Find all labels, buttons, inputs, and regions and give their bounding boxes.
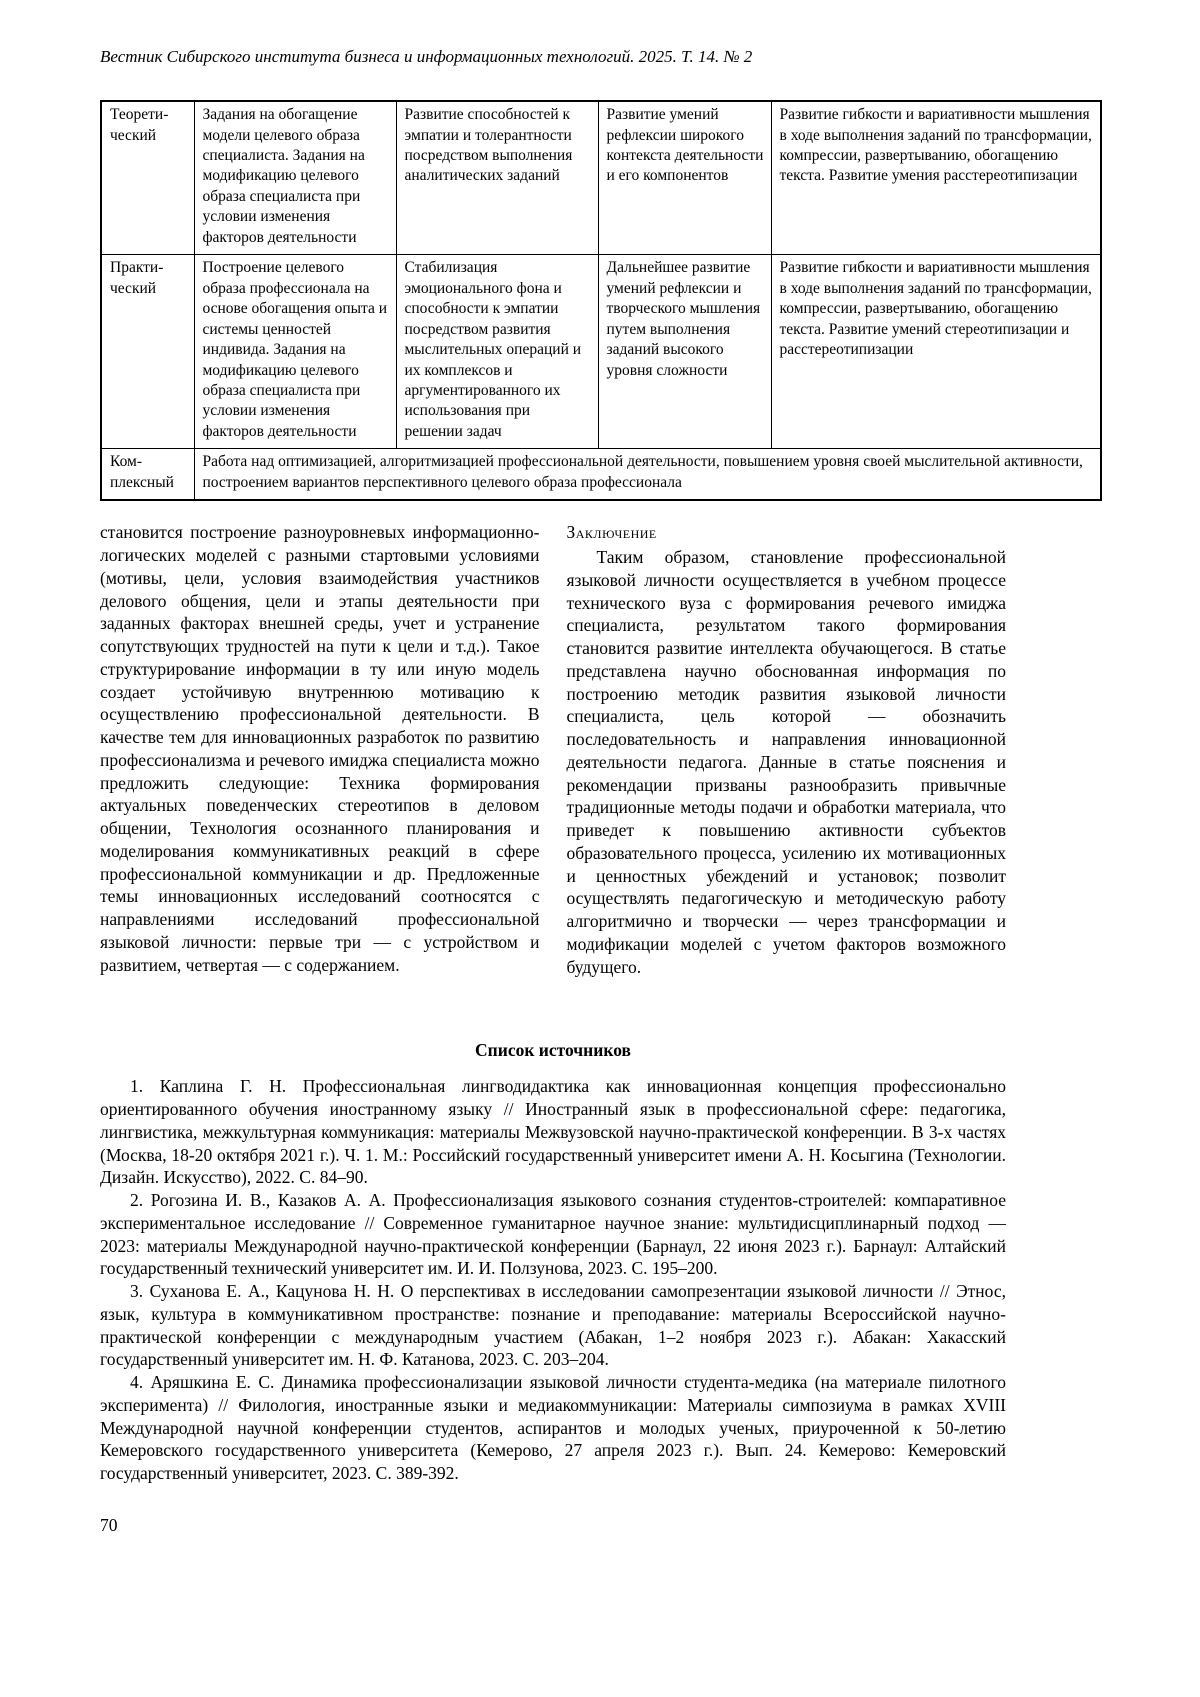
reference-item: 1. Каплина Г. Н. Профессиональная лингводидактика как инновационная концепция профессионально ориентированного обучения иностранному языку // Иностранный язык в профессиональной сфере: педагогика, лингвистика, межкультурная коммуникация: материалы Межвузовской научно-практической конференции. В 3-х частях (Москва, 18-20 октября 2021 г.). Ч. 1. М.: Российский государственный университет имени А. Н. Косыгина (Технологии. Дизайн. Искусство), 2022. С. 84–90. xyxy=(100,1076,1006,1188)
body-paragraph-left: становится построение разноуровневых информационно-логических моделей с разными стартовыми условиями (мотивы, цели, условия взаимодействия участников делового общения, цели и этапы деятельности при заданных факторах внешней среды, учет и устранение сопутствующих трудностей на пути к цели и т.д.). Такое структурирование информации в ту или иную модель создает устойчивую внутреннюю мотивацию к осуществлению профессиональной деятельности. В качестве тем для инновационных разработок по развитию профессионализма и речевого имиджа специалиста можно предложить следующие: Техника формирования актуальных поведенческих стереотипов в деловом общении, Технология осознанного планирования и моделирования коммуникативных реакций в сфере профессиональной коммуникации и др. Предложенные темы инновационных исследований соотносятся с направлениями исследований профессиональной языковой личности: первые три — с устройством и развитием, четвертая — с содержанием. xyxy=(100,522,540,975)
table-row-theoretical xyxy=(101,101,1101,255)
methods-table xyxy=(100,100,1102,501)
row-label: Практи-ческий xyxy=(101,255,194,449)
left-column xyxy=(100,521,540,978)
references-section xyxy=(100,1040,1006,1485)
body-text-columns xyxy=(100,521,1006,978)
row-label: Ком-плексный xyxy=(101,449,194,500)
table-cell: Стабилизация эмоционального фона и способности к эмпатии посредством развития мыслительных операций и их комплексов и аргументированного их использования при решении задач xyxy=(396,255,598,449)
table-cell: Дальнейшее развитие умений рефлексии и творческого мышления путем выполнения заданий высокого уровня сложности xyxy=(598,255,771,449)
table-row-complex xyxy=(101,449,1101,500)
conclusion-paragraph: Таким образом, становление профессиональной языковой личности осуществляется в учебном процессе технического вуза с формирования речевого имиджа специалиста, результатом такого формирования становится развитие интеллекта обучающегося. В статье представлена научно обоснованная информация по построению методик развития языковой личности специалиста, цель которой — обозначить последовательность и направления инновационной деятельности педагога. Данные в статье пояснения и рекомендации призваны разнообразить привычные традиционные методы подачи и обработки материала, что приведет к повышению активности субъектов образовательного процесса, усилению их мотивационных и ценностных убеждений и установок; позволит осуществлять педагогическую и методическую работу алгоритмично и творчески — через трансформации и модификации моделей с учетом факторов возможного будущего. xyxy=(566,547,1006,977)
table-cell: Построение целевого образа профессионала на основе обогащения опыта и системы ценностей индивида. Задания на модификацию целевого образа специалиста при условии изменения факторов деятельности xyxy=(194,255,396,449)
table-cell: Задания на обогащение модели целевого образа специалиста. Задания на модификацию целевого образа специалиста при условии изменения факторов деятельности xyxy=(194,101,396,255)
reference-item: 2. Рогозина И. В., Казаков А. А. Профессионализация языкового сознания студентов-строителей: компаративное экспериментальное исследование // Современное гуманитарное научное знание: мультидисциплинарный подход — 2023: материалы Международной научно-практической конференции (Барнаул, 22 июня 2023 г.). Барнаул: Алтайский государственный технический университет им. И. И. Ползунова, 2023. С. 195–200. xyxy=(100,1190,1006,1279)
page-number: 70 xyxy=(100,1514,118,1535)
conclusion-heading: Заключение xyxy=(566,522,657,543)
reference-item: 3. Суханова Е. А., Кацунова Н. Н. О перспективах в исследовании самопрезентации языковой личности // Этнос, язык, культура в коммуникативном пространстве: познание и преподавание: материалы Всероссийской научно-практической конференции с международным участием (Абакан, 1–2 ноября 2023 г.). Абакан: Хакасский государственный университет им. Н. Ф. Катанова, 2023. С. 203–204. xyxy=(100,1281,1006,1370)
table-cell: Развитие гибкости и вариативности мышления в ходе выполнения заданий по трансформации, компрессии, развертыванию, обогащению текста. Развитие умений стереотипизации и расстереотипизации xyxy=(771,255,1101,449)
journal-header: Вестник Сибирского института бизнеса и информационных технологий. 2025. Т. 14. № 2 xyxy=(100,47,753,66)
table-row-practical xyxy=(101,255,1101,449)
table-cell: Развитие умений рефлексии широкого контекста деятельности и его компонентов xyxy=(598,101,771,255)
table-cell: Развитие способностей к эмпатии и толерантности посредством выполнения аналитических заданий xyxy=(396,101,598,255)
table-cell: Развитие гибкости и вариативности мышления в ходе выполнения заданий по трансформации, компрессии, развертыванию, обогащению текста. Развитие умения расстереотипизации xyxy=(771,101,1101,255)
row-label: Теорети-ческий xyxy=(101,101,194,255)
reference-item: 4. Аряшкина Е. С. Динамика профессионализации языковой личности студента-медика (на материале пилотного эксперимента) // Филология, иностранные языки и медиакоммуникации: Материалы симпозиума в рамках XVIII Международной научной конференции студентов, аспирантов и молодых ученых, приуроченной к 50-летию Кемеровского государственного университета (Кемерово, 27 апреля 2023 г.). Вып. 24. Кемерово: Кемеровский государственный университет, 2023. С. 389-392. xyxy=(100,1372,1006,1483)
table-cell-spanning: Работа над оптимизацией, алгоритмизацией профессиональной деятельности, повышением уровня своей мыслительной активности, построением вариантов перспективного целевого образа профессионала xyxy=(194,449,1101,500)
right-column xyxy=(567,521,1007,978)
references-title: Список источников xyxy=(475,1040,631,1061)
